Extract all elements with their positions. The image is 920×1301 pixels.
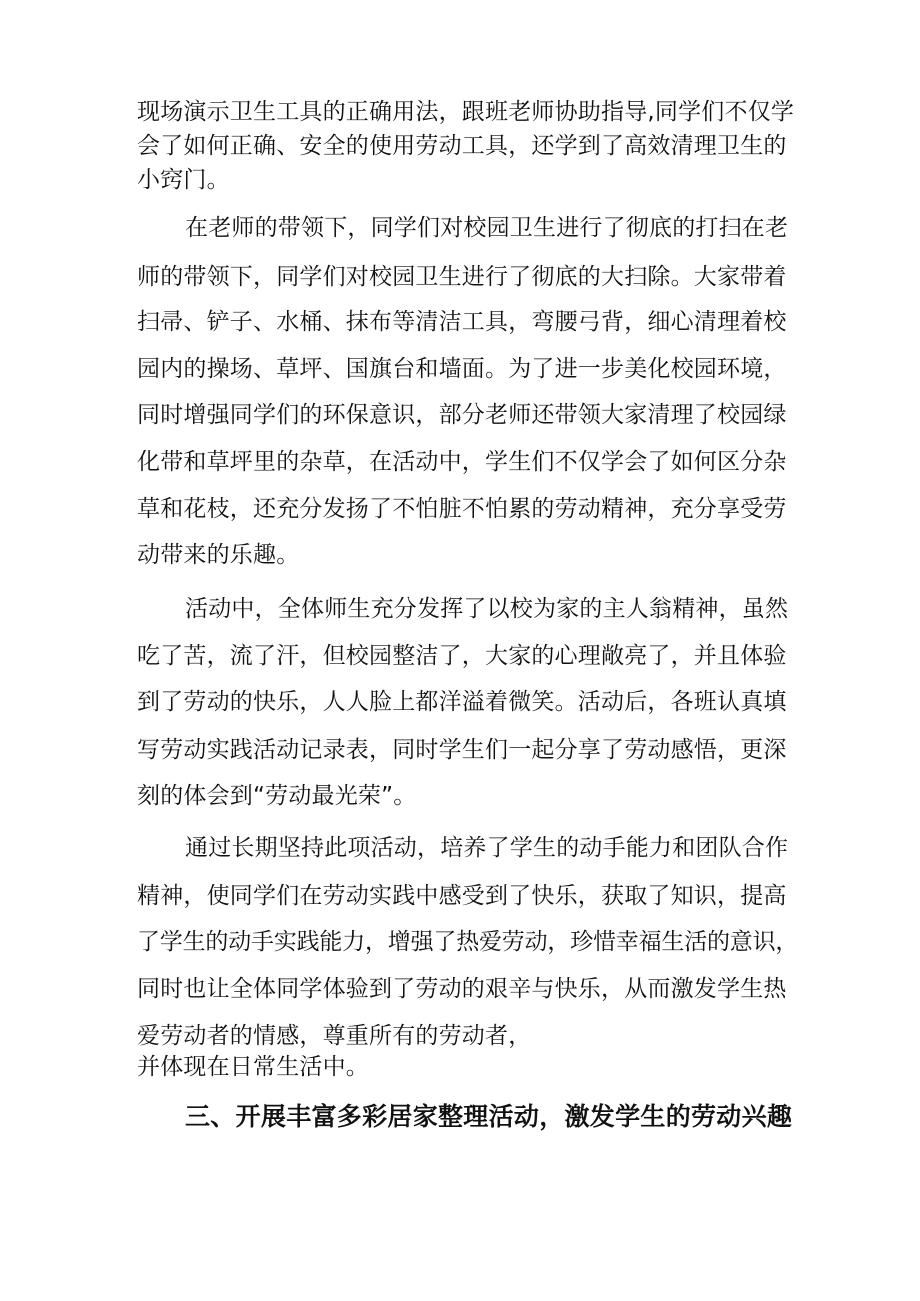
text-line: 写劳动实践活动记录表，同时学生们一起分享了劳动感悟，更深 (137, 737, 787, 763)
text-line: 同时也让全体同学体验到了劳动的艰辛与快乐，从而激发学生热 (137, 976, 787, 1002)
text-line: 小窍门。 (137, 167, 230, 193)
text-line: 化带和草坪里的杂草，在活动中，学生们不仅学会了如何区分杂 (137, 449, 787, 475)
text-line: 刻的体会到“劳动最光荣”。 (137, 783, 417, 809)
text-line: 精神，使同学们在劳动实践中感受到了快乐，获取了知识，提高 (137, 883, 787, 909)
text-line: 草和花枝，还充分发扬了不怕脏不怕累的劳动精神，充分享受劳 (137, 496, 787, 522)
text-line: 通过长期坚持此项活动，培养了学生的动手能力和团队合作 (185, 835, 789, 861)
text-line: 同时增强同学们的环保意识，部分老师还带领大家清理了校园绿 (137, 402, 787, 428)
text-line: 吃了苦，流了汗，但校园整洁了，大家的心理敞亮了，并且体验 (137, 643, 787, 669)
text-line: 扫帚、铲子、水桶、抹布等清洁工具，弯腰弓背，细心清理着校 (137, 309, 787, 335)
text-line: 园内的操场、草坪、国旗台和墙面。为了进一步美化校园环境， (137, 356, 787, 382)
text-line: 到了劳动的快乐，人人脸上都洋溢着微笑。活动后，各班认真填 (137, 689, 787, 715)
text-line: 爱劳动者的情感，尊重所有的劳动者， (137, 1023, 532, 1049)
text-line: 在老师的带领下，同学们对校园卫生进行了彻底的打扫在老 (185, 215, 789, 241)
text-line: 会了如何正确、安全的使用劳动工具，还学到了高效清理卫生的 (137, 133, 787, 159)
text-line: 动带来的乐趣。 (137, 542, 300, 568)
text-line: 师的带领下，同学们对校园卫生进行了彻底的大扫除。大家带着 (137, 264, 787, 290)
text-line: 并体现在日常生活中。 (137, 1054, 369, 1080)
section-heading: 三、开展丰富多彩居家整理活动，激发学生的劳动兴趣 (185, 1102, 793, 1131)
text-line: 了学生的动手实践能力，增强了热爱劳动，珍惜幸福生活的意识， (137, 929, 799, 955)
text-line: 现场演示卫生工具的正确用法，跟班老师协助指导,同学们不仅学 (137, 99, 795, 125)
text-line: 活动中，全体师生充分发挥了以校为家的主人翁精神，虽然 (185, 596, 789, 622)
